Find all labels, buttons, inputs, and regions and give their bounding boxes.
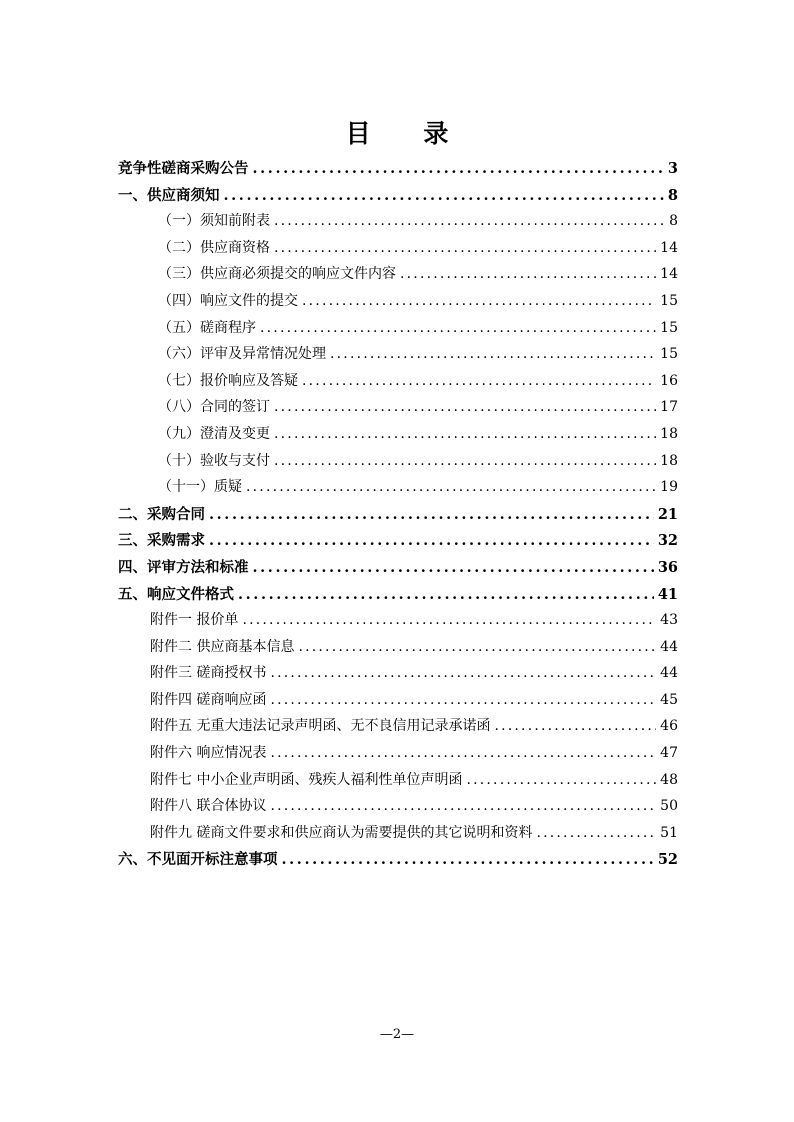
- toc-entry[interactable]: [118, 450, 678, 477]
- toc-leader: [242, 612, 656, 628]
- toc-entry-page: 52: [657, 851, 678, 869]
- toc-entry-label: 四、评审方法和标准: [118, 558, 249, 576]
- toc-entry-label: 竞争性磋商采购公告: [118, 160, 249, 177]
- toc-entry-label: 六、不见面开标注意事项: [118, 851, 278, 869]
- toc-leader: [274, 399, 656, 415]
- toc-leader: [224, 187, 664, 204]
- toc-entry-page: 18: [660, 425, 678, 442]
- toc-entry[interactable]: [118, 529, 678, 556]
- toc-entry[interactable]: [118, 263, 678, 290]
- toc-entry-page: 46: [660, 718, 678, 735]
- toc-entry-label: 附件九 磋商文件要求和供应商认为需要提供的其它说明和资料: [150, 824, 533, 841]
- table-of-contents: [118, 157, 678, 875]
- toc-entry[interactable]: [118, 822, 678, 849]
- toc-entry-page: 41: [657, 585, 678, 603]
- toc-leader: [270, 692, 656, 708]
- toc-entry-label: （二）供应商资格: [158, 239, 270, 256]
- toc-leader: [253, 160, 664, 177]
- toc-entry-page: 15: [660, 319, 678, 336]
- toc-entry-label: 附件四 磋商响应函: [150, 691, 267, 708]
- toc-entry-page: 36: [657, 558, 678, 576]
- toc-leader: [330, 346, 656, 362]
- toc-entry-label: 附件三 磋商授权书: [150, 665, 267, 682]
- toc-entry-label: 三、采购需求: [118, 532, 205, 550]
- toc-leader: [209, 532, 654, 549]
- toc-entry-label: （四）响应文件的提交: [158, 292, 298, 309]
- toc-entry-page: 15: [660, 292, 678, 309]
- toc-entry[interactable]: [118, 370, 678, 397]
- toc-entry-page: 45: [660, 691, 678, 708]
- toc-leader: [274, 240, 656, 256]
- toc-leader: [209, 506, 654, 523]
- toc-entry[interactable]: [118, 476, 678, 503]
- toc-entry[interactable]: [118, 609, 678, 636]
- toc-leader: [302, 293, 656, 309]
- toc-entry-page: 44: [660, 638, 678, 655]
- toc-leader: [260, 320, 656, 336]
- toc-entry-page: 32: [657, 532, 678, 550]
- toc-entry-page: 8: [667, 186, 678, 204]
- toc-leader: [400, 266, 656, 282]
- toc-entry-page: 16: [660, 372, 678, 389]
- toc-entry[interactable]: [118, 157, 678, 184]
- toc-entry[interactable]: [118, 556, 678, 583]
- toc-entry[interactable]: [118, 423, 678, 450]
- toc-entry[interactable]: [118, 636, 678, 663]
- toc-entry[interactable]: [118, 290, 678, 317]
- toc-leader: [274, 213, 664, 229]
- toc-entry-label: （十）验收与支付: [158, 452, 270, 469]
- toc-entry-label: 附件一 报价单: [150, 612, 239, 629]
- toc-entry[interactable]: [118, 689, 678, 716]
- toc-leader: [536, 825, 656, 841]
- toc-leader: [282, 851, 654, 868]
- toc-leader: [274, 426, 656, 442]
- toc-leader: [246, 479, 656, 495]
- toc-leader: [270, 798, 656, 814]
- toc-entry-label: （七）报价响应及答疑: [158, 372, 298, 389]
- toc-entry-page: 8: [669, 213, 678, 230]
- toc-entry-label: （一）须知前附表: [158, 213, 270, 230]
- toc-entry-label: 附件七 中小企业声明函、残疾人福利性单位声明函: [150, 771, 463, 788]
- toc-entry-page: 51: [660, 824, 678, 841]
- toc-entry-page: 48: [660, 771, 678, 788]
- toc-entry-page: 18: [660, 452, 678, 469]
- toc-entry-label: （九）澄清及变更: [158, 425, 270, 442]
- toc-entry-page: 14: [660, 239, 678, 256]
- toc-entry[interactable]: [118, 343, 678, 370]
- toc-entry-page: 17: [660, 399, 678, 416]
- toc-entry[interactable]: [118, 396, 678, 423]
- toc-entry-page: 19: [660, 479, 678, 496]
- toc-leader: [298, 639, 656, 655]
- toc-entry-page: 3: [667, 160, 678, 177]
- toc-entry[interactable]: [118, 742, 678, 769]
- toc-leader: [253, 559, 654, 576]
- toc-leader: [270, 665, 656, 681]
- toc-leader: [274, 453, 656, 469]
- toc-entry[interactable]: [118, 583, 678, 610]
- toc-entry-label: （六）评审及异常情况处理: [158, 346, 326, 363]
- toc-entry[interactable]: [118, 769, 678, 796]
- toc-leader: [302, 373, 656, 389]
- toc-entry[interactable]: [118, 715, 678, 742]
- toc-entry-label: 附件五 无重大违法记录声明函、无不良信用记录承诺函: [150, 718, 491, 735]
- toc-entry-label: 一、供应商须知: [118, 186, 220, 204]
- toc-entry-label: 二、采购合同: [118, 505, 205, 523]
- toc-entry[interactable]: [118, 237, 678, 264]
- toc-entry[interactable]: [118, 317, 678, 344]
- toc-entry-label: 五、响应文件格式: [118, 585, 234, 603]
- toc-entry-label: （五）磋商程序: [158, 319, 256, 336]
- toc-entry-page: 50: [660, 798, 678, 815]
- toc-entry[interactable]: [118, 848, 678, 875]
- toc-entry[interactable]: [118, 795, 678, 822]
- toc-entry-label: 附件二 供应商基本信息: [150, 638, 295, 655]
- toc-entry[interactable]: [118, 503, 678, 530]
- toc-entry-page: 14: [660, 266, 678, 283]
- toc-entry-page: 44: [660, 665, 678, 682]
- toc-entry-label: 附件八 联合体协议: [150, 798, 267, 815]
- toc-leader: [466, 772, 656, 788]
- toc-leader: [238, 586, 654, 603]
- toc-entry-page: 47: [660, 745, 678, 762]
- toc-entry-label: （三）供应商必须提交的响应文件内容: [158, 266, 396, 283]
- toc-entry-label: 附件六 响应情况表: [150, 745, 267, 762]
- page-title: 目 录: [345, 119, 471, 148]
- toc-leader: [270, 745, 656, 761]
- toc-entry-page: 15: [660, 346, 678, 363]
- toc-entry[interactable]: [118, 210, 678, 237]
- toc-leader: [494, 718, 656, 734]
- toc-entry-label: （八）合同的签订: [158, 399, 270, 416]
- toc-entry-page: 43: [660, 612, 678, 629]
- toc-entry[interactable]: [118, 184, 678, 211]
- toc-entry[interactable]: [118, 662, 678, 689]
- toc-entry-page: 21: [657, 505, 678, 523]
- page-number-footer: —2—: [379, 1027, 415, 1042]
- toc-entry-label: （十一）质疑: [158, 479, 242, 496]
